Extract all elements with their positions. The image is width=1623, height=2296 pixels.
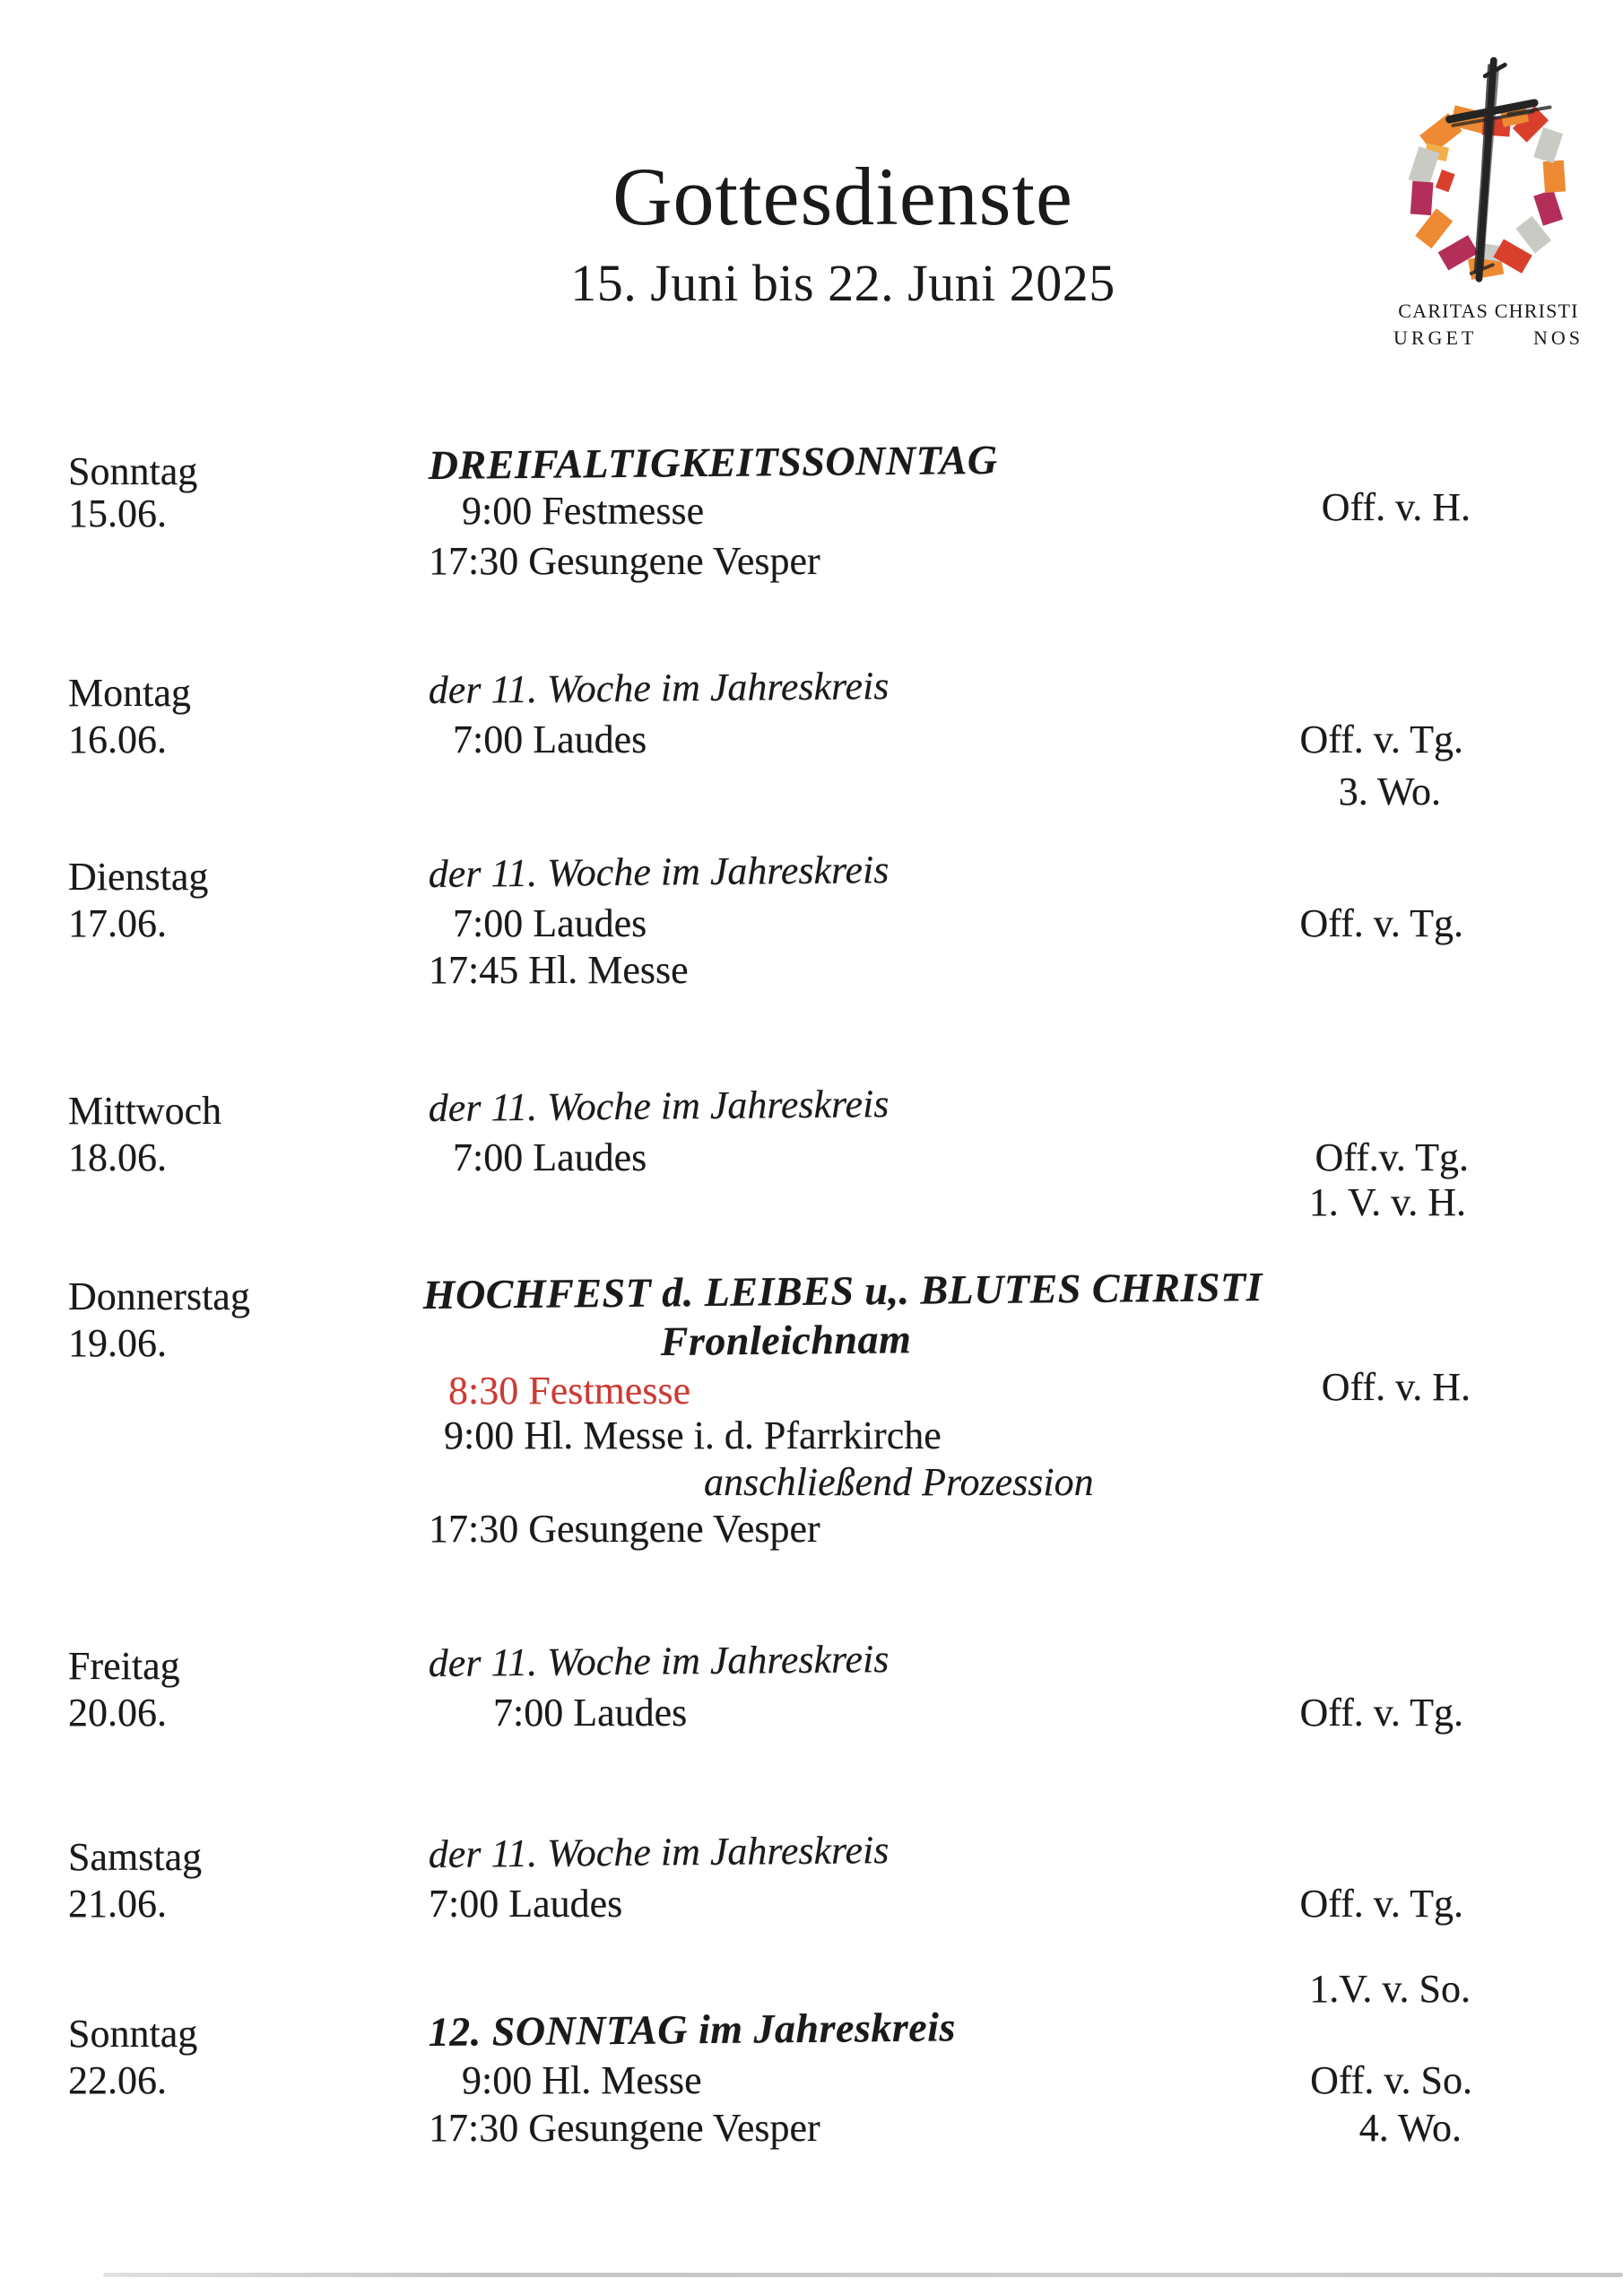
date-label: 21.06. bbox=[68, 1882, 167, 1926]
office-note: Off. v. Tg. bbox=[1299, 1882, 1463, 1926]
date-label: 16.06. bbox=[68, 718, 167, 761]
office-note: Off. v. Tg. bbox=[1299, 1691, 1463, 1735]
feast-title: der 11. Woche im Jahreskreis bbox=[428, 1828, 890, 1876]
event-line-procession: anschließend Prozession bbox=[704, 1460, 1094, 1504]
logo-caption-word-urget: URGET bbox=[1393, 326, 1478, 349]
caritas-logo bbox=[1381, 47, 1596, 348]
feast-title: DREIFALTIGKEITSSONNTAG bbox=[428, 436, 998, 488]
feast-title: HOCHFEST d. LEIBES u,. BLUTES CHRISTI bbox=[422, 1264, 1263, 1318]
event-line: 7:00 Laudes bbox=[493, 1691, 688, 1735]
date-label: 15.06. bbox=[68, 491, 167, 535]
heart-patch bbox=[1533, 189, 1563, 225]
day-label: Sonntag bbox=[68, 2012, 198, 2056]
event-line: 17:45 Hl. Messe bbox=[429, 948, 689, 992]
event-line: 7:00 Laudes bbox=[453, 901, 647, 945]
date-range-subtitle: 15. Juni bis 22. Juni 2025 bbox=[570, 254, 1115, 312]
heart-cross-icon bbox=[1385, 47, 1592, 298]
heart-patch bbox=[1409, 146, 1440, 186]
office-note: Off. v. Tg. bbox=[1299, 901, 1463, 945]
logo-caption-line2 bbox=[1381, 328, 1596, 348]
office-note: Off. v. H. bbox=[1321, 485, 1471, 529]
office-note: Off.v. Tg. bbox=[1315, 1135, 1469, 1179]
highlighted-event-line: 8:30 Festmesse bbox=[448, 1369, 691, 1413]
date-label: 20.06. bbox=[68, 1691, 167, 1735]
logo-caption-line1: CARITAS CHRISTI bbox=[1398, 300, 1579, 322]
vesper-note: 1. V. v. H. bbox=[1308, 1180, 1466, 1224]
event-line: 7:00 Laudes bbox=[429, 1882, 623, 1926]
feast-title: der 11. Woche im Jahreskreis bbox=[428, 1082, 890, 1130]
office-note: Off. v. Tg. bbox=[1299, 718, 1463, 761]
day-label: Donnerstag bbox=[68, 1274, 250, 1318]
heart-patch bbox=[1533, 127, 1563, 163]
feast-title: der 11. Woche im Jahreskreis bbox=[428, 1637, 890, 1685]
day-label: Mittwoch bbox=[68, 1089, 222, 1133]
heart-patch bbox=[1410, 181, 1434, 215]
heart-patch bbox=[1543, 161, 1567, 193]
date-label: 19.06. bbox=[68, 1321, 167, 1365]
day-label: Dienstag bbox=[68, 855, 209, 899]
event-line: 9:00 Festmesse bbox=[462, 489, 705, 533]
date-label: 17.06. bbox=[68, 901, 167, 945]
feast-title: der 11. Woche im Jahreskreis bbox=[428, 664, 890, 712]
event-line: 17:30 Gesungene Vesper bbox=[429, 2106, 820, 2150]
first-vesper-note: 1.V. v. So. bbox=[1309, 1967, 1471, 2011]
office-note: Off. v. So. bbox=[1310, 2058, 1472, 2102]
event-line: 17:30 Gesungene Vesper bbox=[429, 539, 820, 583]
feast-title: der 11. Woche im Jahreskreis bbox=[428, 848, 890, 896]
page-title: Gottesdienste bbox=[612, 151, 1073, 242]
event-line: 7:00 Laudes bbox=[453, 1135, 647, 1179]
day-label: Samstag bbox=[68, 1835, 203, 1879]
date-label: 22.06. bbox=[68, 2058, 167, 2102]
week-note: 3. Wo. bbox=[1338, 770, 1441, 813]
day-label: Montag bbox=[68, 671, 191, 715]
feast-title: 12. SONNTAG im Jahreskreis bbox=[428, 2004, 957, 2055]
date-label: 18.06. bbox=[68, 1135, 167, 1179]
scan-edge-line bbox=[103, 2273, 1623, 2277]
logo-caption-word-nos: NOS bbox=[1532, 326, 1584, 349]
event-line: 9:00 Hl. Messe i. d. Pfarrkirche bbox=[444, 1413, 942, 1457]
office-note: Off. v. H. bbox=[1321, 1365, 1471, 1409]
feast-subtitle: Fronleichnam bbox=[660, 1316, 912, 1364]
day-label: Freitag bbox=[68, 1644, 180, 1688]
event-line: 7:00 Laudes bbox=[453, 718, 647, 761]
event-line: 9:00 Hl. Messe bbox=[462, 2058, 702, 2102]
week-note: 4. Wo. bbox=[1358, 2106, 1462, 2150]
event-line: 17:30 Gesungene Vesper bbox=[429, 1507, 820, 1551]
day-label: Sonntag bbox=[68, 449, 198, 493]
heart-patch bbox=[1436, 170, 1455, 192]
